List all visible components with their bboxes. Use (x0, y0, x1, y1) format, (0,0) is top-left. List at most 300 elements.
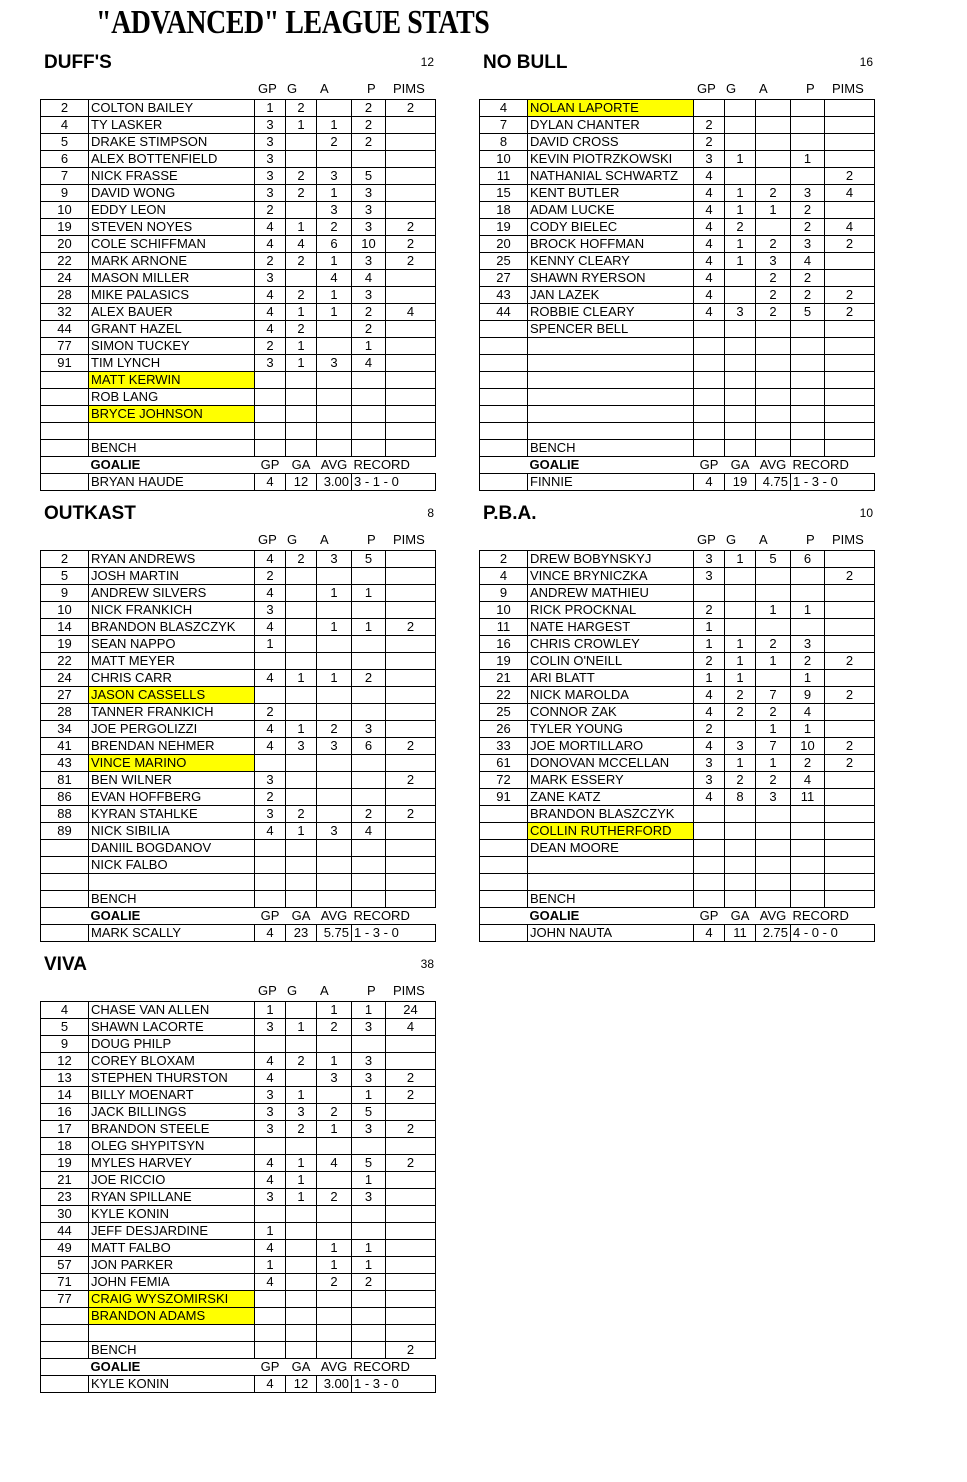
goalie-header-avg: AVG (320, 1359, 348, 1374)
player-name: RYAN ANDREWS (89, 551, 255, 568)
player-name: DAVID CROSS (528, 134, 694, 151)
goals (725, 389, 756, 406)
player-row (41, 253, 436, 270)
assists: 3 (317, 202, 352, 219)
points: 3 (352, 219, 386, 236)
goals (286, 857, 317, 874)
penalty-minutes: 4 (825, 185, 875, 202)
games-played (694, 100, 725, 117)
player-row (480, 670, 875, 687)
goals (725, 117, 756, 134)
assists: 7 (756, 738, 791, 755)
player-name: DRAKE STIMPSON (89, 134, 255, 151)
games-played: 4 (694, 287, 725, 304)
jersey-number: 21 (41, 1172, 89, 1189)
player-row (41, 585, 436, 602)
penalty-minutes: 2 (825, 653, 875, 670)
player-name (528, 338, 694, 355)
goals (725, 874, 756, 891)
games-played (255, 406, 286, 423)
goalie-header-record: RECORD (353, 908, 410, 923)
goals: 1 (286, 1189, 317, 1206)
games-played: 4 (255, 321, 286, 338)
goals: 1 (286, 355, 317, 372)
assists (317, 100, 352, 117)
points: 4 (352, 270, 386, 287)
goals (286, 406, 317, 423)
goals (725, 134, 756, 151)
penalty-minutes (386, 891, 436, 908)
goalie-ga: 19 (725, 474, 756, 491)
player-row (41, 134, 436, 151)
games-played: 4 (694, 253, 725, 270)
jersey-number: 5 (41, 1019, 89, 1036)
penalty-minutes (825, 202, 875, 219)
points: 5 (352, 168, 386, 185)
player-row (480, 551, 875, 568)
jersey-number: 24 (41, 270, 89, 287)
player-name: BENCH (528, 440, 694, 457)
penalty-minutes: 2 (386, 1155, 436, 1172)
player-row (480, 806, 875, 823)
player-row (41, 1087, 436, 1104)
player-name (528, 355, 694, 372)
goals: 1 (725, 670, 756, 687)
points (791, 823, 825, 840)
goals (725, 338, 756, 355)
player-name: ADAM LUCKE (528, 202, 694, 219)
penalty-minutes (386, 1257, 436, 1274)
player-name: KENT BUTLER (528, 185, 694, 202)
header-pims: PIMS (393, 81, 425, 96)
goalie-header-gp: GP (260, 1359, 280, 1374)
jersey-number (480, 874, 528, 891)
goals (725, 806, 756, 823)
goals (286, 568, 317, 585)
games-played (255, 389, 286, 406)
goals (286, 1325, 317, 1342)
jersey-number: 19 (41, 636, 89, 653)
penalty-minutes: 4 (386, 1019, 436, 1036)
games-played: 3 (255, 151, 286, 168)
player-name: BROCK HOFFMAN (528, 236, 694, 253)
penalty-minutes (825, 823, 875, 840)
jersey-number: 11 (480, 168, 528, 185)
player-name: BENCH (89, 1342, 255, 1359)
player-name: BEN WILNER (89, 772, 255, 789)
points (352, 789, 386, 806)
goalie-header-row (480, 908, 875, 925)
points (791, 100, 825, 117)
jersey-number (480, 423, 528, 440)
games-played: 3 (255, 134, 286, 151)
player-name: COREY BLOXAM (89, 1053, 255, 1070)
player-row (41, 568, 436, 585)
points (791, 355, 825, 372)
goals (725, 372, 756, 389)
assists: 1 (317, 585, 352, 602)
goals: 2 (725, 687, 756, 704)
goalie-header-row (41, 1359, 436, 1376)
assists: 2 (317, 721, 352, 738)
points (352, 372, 386, 389)
games-played: 4 (694, 236, 725, 253)
points: 10 (791, 738, 825, 755)
points (791, 806, 825, 823)
points (352, 874, 386, 891)
penalty-minutes (386, 687, 436, 704)
points: 6 (791, 551, 825, 568)
goals: 2 (286, 168, 317, 185)
player-name: TIM LYNCH (89, 355, 255, 372)
games-played: 3 (255, 168, 286, 185)
jersey-number: 22 (41, 253, 89, 270)
penalty-minutes (386, 1274, 436, 1291)
jersey-number: 19 (41, 219, 89, 236)
assists (756, 891, 791, 908)
games-played: 1 (255, 636, 286, 653)
jersey-number: 21 (480, 670, 528, 687)
penalty-minutes (386, 585, 436, 602)
goalie-header-record: RECORD (353, 457, 410, 472)
goalie-label: GOALIE (529, 908, 580, 923)
jersey-number: 24 (41, 670, 89, 687)
goalie-ga: 12 (286, 1376, 317, 1393)
player-name: GRANT HAZEL (89, 321, 255, 338)
assists: 1 (756, 202, 791, 219)
games-played (255, 1325, 286, 1342)
penalty-minutes: 2 (386, 772, 436, 789)
penalty-minutes (825, 806, 875, 823)
header-gp: GP (258, 81, 277, 96)
penalty-minutes (386, 389, 436, 406)
points: 5 (352, 1104, 386, 1121)
jersey-number: 17 (41, 1121, 89, 1138)
penalty-minutes (825, 772, 875, 789)
team-block-duffs (40, 52, 435, 491)
player-name: NICK MAROLDA (528, 687, 694, 704)
games-played: 3 (255, 1189, 286, 1206)
jersey-number: 34 (41, 721, 89, 738)
jersey-number: 9 (480, 585, 528, 602)
player-name: COLE SCHIFFMAN (89, 236, 255, 253)
penalty-minutes (386, 1053, 436, 1070)
goals (725, 355, 756, 372)
points: 9 (791, 687, 825, 704)
player-row (41, 1257, 436, 1274)
jersey-number (41, 874, 89, 891)
player-row (480, 321, 875, 338)
player-row (41, 1002, 436, 1019)
penalty-minutes (386, 355, 436, 372)
penalty-minutes (386, 185, 436, 202)
assists (317, 772, 352, 789)
games-played: 4 (255, 219, 286, 236)
player-name: DAVID WONG (89, 185, 255, 202)
player-name: ROBBIE CLEARY (528, 304, 694, 321)
penalty-minutes (825, 721, 875, 738)
points: 2 (352, 806, 386, 823)
points (352, 687, 386, 704)
goals (725, 423, 756, 440)
goalie-gp: 4 (694, 925, 725, 942)
penalty-minutes: 2 (825, 168, 875, 185)
games-played: 1 (694, 636, 725, 653)
penalty-minutes (386, 134, 436, 151)
player-name: BRANDON BLASZCZYK (528, 806, 694, 823)
header-gp: GP (697, 532, 716, 547)
assists (756, 134, 791, 151)
player-name: SHAWN LACORTE (89, 1019, 255, 1036)
games-played: 3 (255, 1019, 286, 1036)
player-name: BILLY MOENART (89, 1087, 255, 1104)
goals: 2 (286, 1121, 317, 1138)
penalty-minutes (386, 1223, 436, 1240)
player-name: COLTON BAILEY (89, 100, 255, 117)
goals: 2 (286, 806, 317, 823)
assists: 2 (756, 270, 791, 287)
jersey-number (41, 389, 89, 406)
points: 2 (352, 321, 386, 338)
goals: 2 (725, 704, 756, 721)
penalty-minutes (825, 551, 875, 568)
penalty-minutes: 2 (386, 1070, 436, 1087)
penalty-minutes (825, 389, 875, 406)
penalty-minutes (825, 134, 875, 151)
points (791, 440, 825, 457)
assists: 1 (317, 287, 352, 304)
games-played: 2 (255, 338, 286, 355)
goalie-record: 1 - 3 - 0 (352, 1376, 436, 1393)
header-g: G (726, 532, 737, 547)
assists: 1 (317, 304, 352, 321)
assists (756, 670, 791, 687)
goalie-header-spacer (480, 908, 528, 925)
team-name: NO BULL (483, 52, 568, 73)
points: 4 (352, 823, 386, 840)
games-played (694, 440, 725, 457)
games-played (255, 687, 286, 704)
assists: 1 (317, 619, 352, 636)
goalie-record: 3 - 1 - 0 (352, 474, 436, 491)
jersey-number: 12 (41, 1053, 89, 1070)
assists: 3 (756, 253, 791, 270)
points (791, 840, 825, 857)
header-g: G (726, 81, 737, 96)
games-played: 4 (255, 1155, 286, 1172)
player-name: BRYCE JOHNSON (89, 406, 255, 423)
jersey-number: 28 (41, 287, 89, 304)
points (352, 389, 386, 406)
player-name: JOE MORTILLARO (528, 738, 694, 755)
jersey-number (480, 406, 528, 423)
games-played: 3 (694, 568, 725, 585)
player-row (480, 389, 875, 406)
jersey-number: 71 (41, 1274, 89, 1291)
player-name (528, 372, 694, 389)
goals (286, 1308, 317, 1325)
penalty-minutes (825, 117, 875, 134)
assists: 1 (756, 653, 791, 670)
player-name (528, 857, 694, 874)
goalie-header-gp: GP (699, 908, 719, 923)
player-name: EDDY LEON (89, 202, 255, 219)
assists: 3 (317, 1070, 352, 1087)
player-row (41, 321, 436, 338)
points (791, 134, 825, 151)
assists: 1 (317, 1002, 352, 1019)
points (791, 389, 825, 406)
player-name: NICK SIBILIA (89, 823, 255, 840)
goals (725, 823, 756, 840)
player-row (480, 857, 875, 874)
jersey-number: 23 (41, 1189, 89, 1206)
games-played: 1 (255, 1257, 286, 1274)
player-name (89, 874, 255, 891)
penalty-minutes (825, 338, 875, 355)
header-p: P (806, 81, 815, 96)
roster-table (40, 1001, 436, 1393)
goals: 1 (286, 1087, 317, 1104)
penalty-minutes (386, 1036, 436, 1053)
points: 1 (791, 151, 825, 168)
goalie-label: GOALIE (529, 457, 580, 472)
points: 5 (352, 1155, 386, 1172)
points: 2 (791, 270, 825, 287)
goals (286, 1342, 317, 1359)
jersey-number: 18 (480, 202, 528, 219)
points: 4 (791, 704, 825, 721)
goals: 3 (286, 1104, 317, 1121)
points: 5 (352, 551, 386, 568)
assists: 1 (317, 1257, 352, 1274)
goals: 1 (725, 653, 756, 670)
goalie-avg: 3.00 (317, 474, 352, 491)
points: 2 (352, 117, 386, 134)
points (352, 857, 386, 874)
assists (317, 636, 352, 653)
points: 3 (352, 253, 386, 270)
goals (286, 1240, 317, 1257)
goalie-avg: 3.00 (317, 1376, 352, 1393)
player-row (480, 253, 875, 270)
assists (317, 372, 352, 389)
games-played: 4 (255, 1274, 286, 1291)
goalie-header-spacer (41, 457, 89, 474)
player-row (41, 423, 436, 440)
assists: 2 (317, 1189, 352, 1206)
assists (756, 338, 791, 355)
jersey-number: 26 (480, 721, 528, 738)
penalty-minutes (386, 1189, 436, 1206)
player-name: SEAN NAPPO (89, 636, 255, 653)
jersey-number: 30 (41, 1206, 89, 1223)
points: 1 (791, 721, 825, 738)
goals: 3 (286, 738, 317, 755)
player-row (41, 670, 436, 687)
goals (286, 372, 317, 389)
player-row (41, 304, 436, 321)
games-played: 4 (694, 738, 725, 755)
goalie-gp: 4 (694, 474, 725, 491)
jersey-number: 9 (41, 1036, 89, 1053)
assists (317, 1325, 352, 1342)
jersey-number: 88 (41, 806, 89, 823)
goals: 8 (725, 789, 756, 806)
penalty-minutes (386, 1308, 436, 1325)
jersey-number: 44 (480, 304, 528, 321)
games-played: 4 (694, 270, 725, 287)
assists: 1 (317, 1053, 352, 1070)
games-played (255, 1308, 286, 1325)
goals (286, 440, 317, 457)
games-played: 4 (694, 168, 725, 185)
penalty-minutes (825, 321, 875, 338)
assists: 1 (317, 1121, 352, 1138)
jersey-number: 44 (41, 1223, 89, 1240)
assists (756, 619, 791, 636)
games-played (255, 840, 286, 857)
points: 1 (352, 1240, 386, 1257)
player-name: JOE RICCIO (89, 1172, 255, 1189)
player-name: DOUG PHILP (89, 1036, 255, 1053)
goals (286, 840, 317, 857)
goals: 1 (286, 1019, 317, 1036)
games-played: 4 (255, 287, 286, 304)
player-row (480, 338, 875, 355)
jersey-number (41, 891, 89, 908)
points: 1 (791, 670, 825, 687)
games-played: 3 (694, 755, 725, 772)
jersey-number: 6 (41, 151, 89, 168)
jersey-number (480, 857, 528, 874)
player-row (480, 219, 875, 236)
penalty-minutes: 2 (386, 738, 436, 755)
player-row (480, 840, 875, 857)
player-row (41, 355, 436, 372)
penalty-minutes (386, 857, 436, 874)
assists (756, 219, 791, 236)
goals (286, 270, 317, 287)
player-row (41, 806, 436, 823)
player-row (480, 636, 875, 653)
points: 3 (791, 185, 825, 202)
goals: 2 (286, 185, 317, 202)
penalty-minutes: 2 (386, 1342, 436, 1359)
points (791, 857, 825, 874)
goals (286, 653, 317, 670)
goals: 2 (286, 551, 317, 568)
team-header (479, 52, 874, 79)
penalty-minutes (386, 1138, 436, 1155)
games-played (694, 857, 725, 874)
points: 3 (352, 287, 386, 304)
jersey-number (41, 372, 89, 389)
goals: 1 (286, 219, 317, 236)
assists (317, 704, 352, 721)
assists: 2 (756, 772, 791, 789)
points (352, 568, 386, 585)
penalty-minutes: 2 (386, 1121, 436, 1138)
goals: 1 (286, 1172, 317, 1189)
penalty-minutes (825, 874, 875, 891)
goalie-row (41, 474, 436, 491)
player-name: MYLES HARVEY (89, 1155, 255, 1172)
player-name (528, 389, 694, 406)
games-played: 2 (255, 202, 286, 219)
goals (286, 423, 317, 440)
assists (317, 687, 352, 704)
